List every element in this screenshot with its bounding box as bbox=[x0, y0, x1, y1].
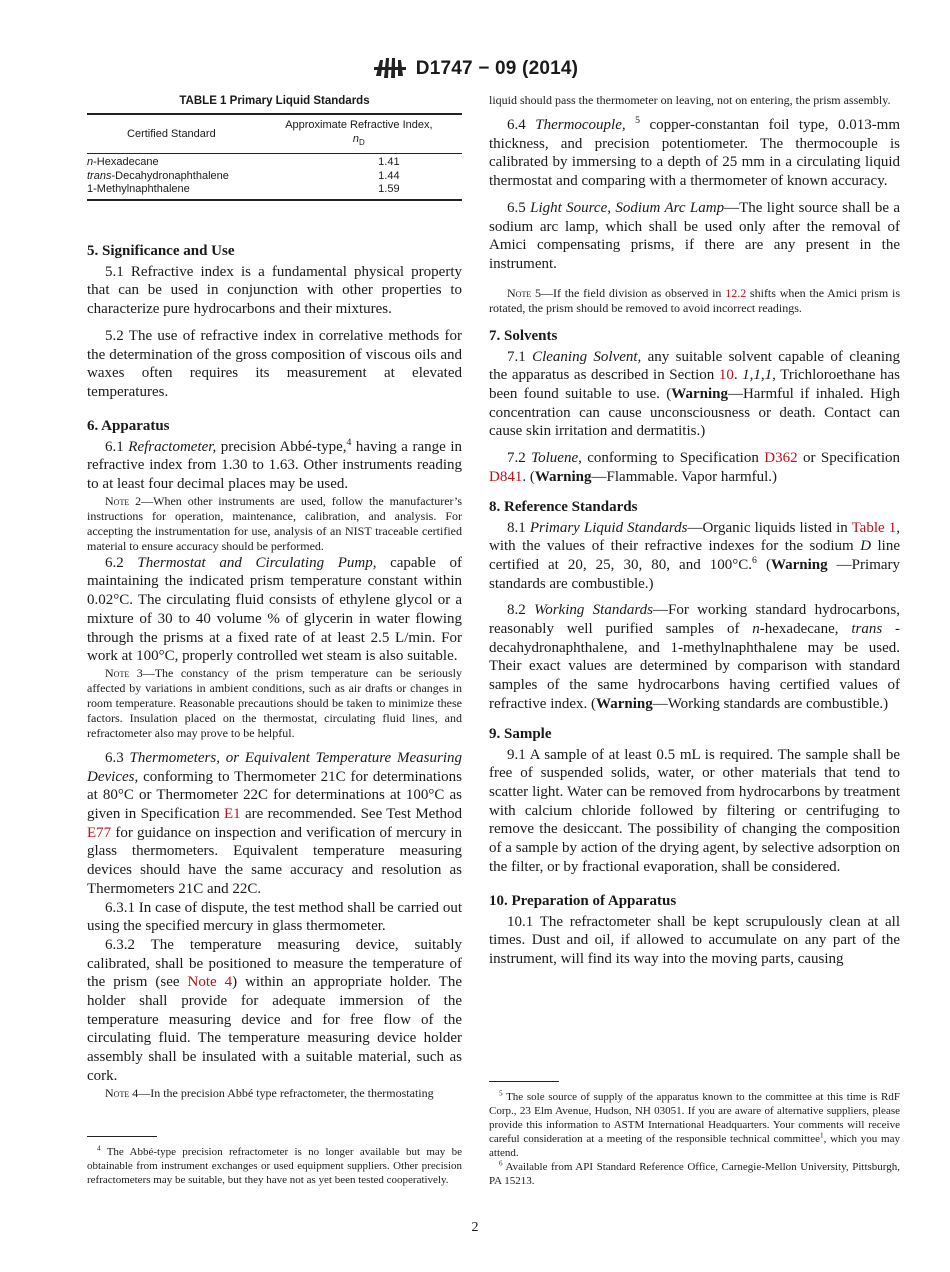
section-heading-7: 7. Solvents bbox=[489, 327, 558, 344]
paragraph-10-1: 10.1 The refractometer shall be kept scrupulously clean at all times. Dust and oil, if allowed to accumulate on any part of the instrument, will find its way into the moving parts, causing bbox=[489, 913, 900, 967]
link-e1[interactable]: E1 bbox=[224, 806, 241, 823]
left-column bbox=[87, 93, 463, 1186]
section-heading-6: 6. Apparatus bbox=[87, 417, 170, 434]
section-heading-5: 5. Significance and Use bbox=[87, 242, 235, 259]
refractive-index-value: 1.59 bbox=[378, 183, 400, 196]
footnote-divider bbox=[87, 1136, 157, 1137]
paragraph-7-2: 7.2 Toluene, conforming to Specification D362 or Specification D841. (Warning—Flammable. Vapor harmful.) bbox=[489, 450, 901, 485]
paragraph-6-3-2: 6.3.2 The temperature measuring device, suitably calibrated, shall be positioned to measure the temperature of the prism (see Note 4) within an appropriate holder. The holder shall provide for adequate immersion of the temperature measuring device and for free flow of the circulating fluid. The temperature measuring device holder assembly shall be insulated with a suitable material, such as cork. bbox=[87, 936, 463, 1084]
paragraph-6-5: 6.5 Light Source, Sodium Arc Lamp—The light source shall be a sodium arc lamp, which shall be used only after the removal of Amici compensating prisms, if there are any present in the instrument. bbox=[489, 199, 900, 272]
link-12-2[interactable]: 12.2 bbox=[725, 285, 747, 300]
footnote-5: $^5$ The sole source of supply of the apparatus known to the committee at this time is RdF Corp., 23 Elm Avenue, Hudson, NH 03051. If you are aware of alternative suppliers, please provide this information to ASTM International Headquarters. Your comments will receive careful consideration at a meeting of the responsible technical committee$^1$, which you may attend. bbox=[489, 1089, 901, 1159]
astm-logo-icon bbox=[372, 56, 408, 82]
note-3: Note 3—The constancy of the prism temperature can be seriously affected by variations in ambient conditions, such as air drafts or changes in room temperature. Reasonable precautions should be taken to minimize these factors. Insulation placed on the thermostat, circulating fluid lines, and refractometer also may prove to be helpful. bbox=[87, 665, 462, 740]
link-d362[interactable]: D362 bbox=[764, 450, 798, 467]
footnote-4: $^4$ The Abbé-type precision refractometer is no longer available but may be obtainable from instrument exchanges or used equipment suppliers. Other precision refractometers may be suitable, but they have not as yet been tested cooperatively. bbox=[87, 1144, 462, 1186]
primary-liquid-standards-table bbox=[87, 113, 462, 201]
page-number: 2 bbox=[471, 1220, 479, 1235]
page-header bbox=[0, 56, 950, 87]
section-heading-10: 10. Preparation of Apparatus bbox=[489, 892, 677, 909]
paragraph-8-1: 8.1 Primary Liquid Standards—Organic liquids listed in Table 1, with the values of their refractive indexes for the sodium D line certified at 20, 25, 30, 80, and 100°C.$^6$ (Warning —Primary standards are combustible.) bbox=[489, 519, 901, 592]
refractive-index-value: 1.44 bbox=[378, 169, 400, 182]
section-heading-8: 8. Reference Standards bbox=[489, 498, 638, 515]
section-heading-9: 9. Sample bbox=[489, 725, 552, 742]
standard-name: n-Hexadecane bbox=[87, 156, 159, 169]
table-row bbox=[87, 154, 462, 170]
paragraph-6-3: 6.3 Thermometers, or Equivalent Temperature Measuring Devices, conforming to Thermometer 21C for determinations at 80°C or Thermometer 22C for determinations at 100°C as given in Specification E1 are recommended. See Test Method E77 for guidance on inspection and verification of mercury in glass thermometers. Equivalent temperature measuring devices should have the same accuracy and resolution as Thermometers 21C and 22C. bbox=[87, 749, 463, 897]
footnote-divider bbox=[489, 1081, 559, 1082]
link-e77[interactable]: E77 bbox=[87, 824, 112, 841]
footnotes-right bbox=[489, 1081, 900, 1188]
refractive-index-value: 1.41 bbox=[378, 156, 400, 169]
standard-name: 1-Methylnaphthalene bbox=[87, 183, 190, 196]
column-header-refractive-index: Approximate Refractive Index, $n_D$ bbox=[285, 119, 433, 148]
paragraph-5-2: 5.2 The use of refractive index in correlative methods for the determination of the gross composition of viscous oils and waxes often requires its measurement at elevated temperatures. bbox=[87, 327, 462, 400]
footnote-6: $^6$ Available from API Standard Reference Office, Carnegie-Mellon University, Pittsburgh, PA 15213. bbox=[489, 1159, 900, 1187]
note-2: Note 2—When other instruments are used, follow the manufacturer’s instructions for operation, maintenance, calibration, and analysis. For accepting the instrumentation for use, analysis of an NIST traceable certified material to ensure accuracy should be performed. bbox=[87, 493, 462, 553]
note-4-continued: liquid should pass the thermometer on leaving, not on entering, the prism assembly. bbox=[489, 93, 891, 107]
table-header-row bbox=[87, 114, 462, 154]
table-row bbox=[87, 183, 462, 200]
paragraph-6-1: 6.1 Refractometer, precision Abbé-type,$^4$ having a range in refractive index from 1.30 to 1.63. Other instruments reading to at least four decimal places may be used. bbox=[87, 436, 463, 493]
paragraph-5-1: 5.1 Refractive index is a fundamental physical property that can be used in conjunction with other properties to characterize pure hydrocarbons and their mixtures. bbox=[87, 263, 462, 318]
paragraph-6-2: 6.2 Thermostat and Circulating Pump, capable of maintaining the indicated prism temperature constant within 0.02°C. The circulating fluid consists of ethylene glycol or a mixture of 30 to 40 volume % of glycerin in water flowing through the prisms at a fixed rate of at least 2.5 L/min. For work at 100°C, properly controlled wet steam is also suitable. bbox=[87, 554, 462, 665]
paragraph-7-1: 7.1 Cleaning Solvent, any suitable solvent capable of cleaning the apparatus as described in Section 10. 1,1,1, Trichloroethane has been found suitable to use. (Warning—Harmful if inhaled. High concentration can cause unconsciousness or death. Contact can cause skin irritation and dermatitis.) bbox=[489, 348, 901, 440]
paragraph-6-3-1: 6.3.1 In case of dispute, the test method shall be carried out using the specified mercury in glass thermometer. bbox=[87, 899, 462, 935]
column-header-certified-standard: Certified Standard bbox=[127, 128, 216, 141]
table-title: TABLE 1 Primary Liquid Standards bbox=[179, 95, 370, 107]
link-note-4[interactable]: Note 4 bbox=[187, 974, 233, 991]
note-5: Note 5—If the field division as observed in 12.2 shifts when the Amici prism is rotated, the prism should be removed to avoid incorrect readings. bbox=[489, 285, 901, 315]
link-table-1[interactable]: Table 1 bbox=[851, 519, 897, 536]
table-row bbox=[87, 170, 462, 184]
document-id: D1747 − 09 (2014) bbox=[415, 58, 579, 79]
paragraph-6-4: 6.4 Thermocouple, $^5$ copper-constantan foil type, 0.013-mm thickness, and precision potentiometer. The thermocouple is calibrated by immersing to a depth of 25 mm in a circulating liquid thermostat and comparing with a thermometer of known accuracy. bbox=[489, 115, 901, 190]
paragraph-8-2: 8.2 Working Standards—For working standard hydrocarbons, reasonably well purified samples of n-hexadecane, trans -decahydronaphthalene, and 1-methylnaphthalene may be used. Their exact values are determined by comparison with standard samples of the same hydrocarbons having certified values of refractive index. (Warning—Working standards are combustible.) bbox=[489, 602, 901, 712]
link-d841[interactable]: D841 bbox=[489, 468, 523, 485]
paragraph-9-1: 9.1 A sample of at least 0.5 mL is required. The sample shall be free of suspended solids, water, or other materials that tend to scatter light. Water can be removed from hydrocarbons by treatment with calcium chloride followed by filtering or centrifuging to remove the desiccant. The possibility of changing the composition of a sample by action of the drying agent, by selective adsorption on the filter, or by fractional evaporation, shall be considered. bbox=[489, 746, 900, 875]
link-section-10[interactable]: 10 bbox=[718, 367, 734, 384]
footnotes-left bbox=[87, 1136, 462, 1187]
standard-name: trans-Decahydronaphthalene bbox=[87, 169, 229, 182]
right-column bbox=[489, 93, 901, 1187]
note-4: Note 4—In the precision Abbé type refractometer, the thermostating bbox=[105, 1085, 434, 1100]
